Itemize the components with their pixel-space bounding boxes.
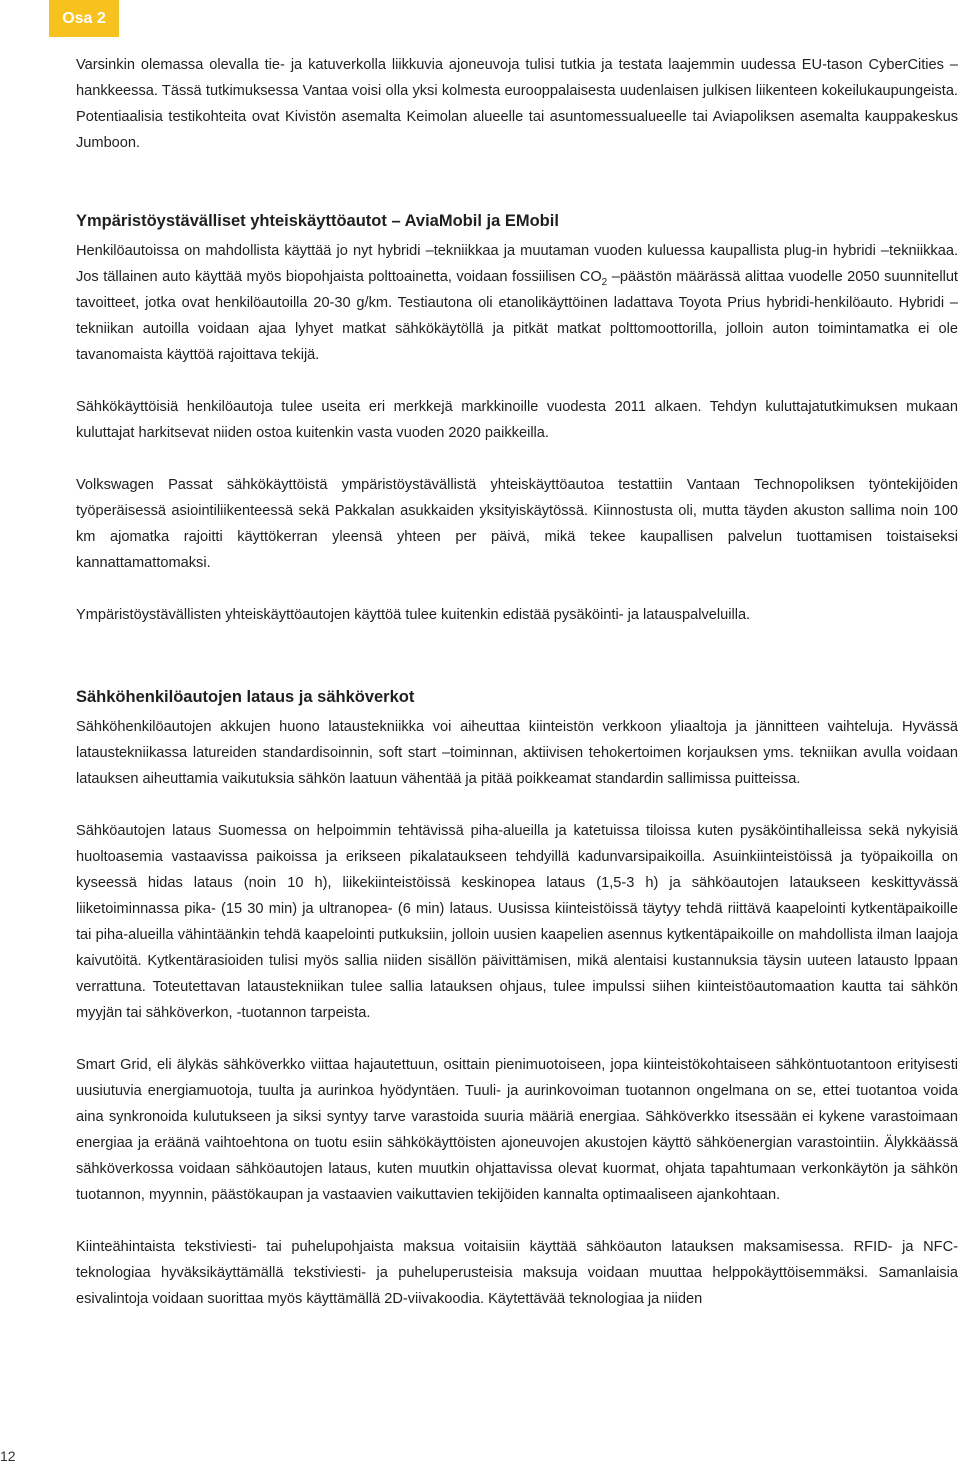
page-number: 12 — [0, 1448, 16, 1464]
section-heading-car-sharing: Ympäristöystävälliset yhteiskäyttöautot – AviaMobil ja EMobil — [76, 212, 559, 230]
intro-paragraph: Varsinkin olemassa olevalla tie- ja katuverkolla liikkuvia ajoneuvoja tulisi tutkia ja testata laajemmin uudessa EU-tason CyberCities –hankkeessa. Tässä tutkimuksessa Vantaa voisi olla yksi kolmesta eurooppalaisesta uudenlaisen julkisen liikenteen kokeilukaupungeista. Potentiaalisia testikohteita ovat Kivistön asemalta Keimolan alueelle tai asuntomessualueelle tai Aviapoliksen asemalta kauppakeskus Jumboon. — [76, 57, 958, 151]
paragraph-hybrid: Henkilöautoissa on mahdollista käyttää jo nyt hybridi –tekniikkaa ja muutaman vuoden kuluessa kaupallista plug-in hybridi –tekniikkaa. Jos tällainen auto käyttää myös biopohjaista polttoainetta, voidaan fossiilisen $CO_2$ –päästön määrässä alittaa vuodelle 2050 suunnitellut tavoitteet, jotka ovat henkilöautoilla 20-30 g/km. Testiautona oli etanolikäyttöinen ladattava Toyota Prius hybridi-henkilöauto. Hybridi –tekniikan autoilla voidaan ajaa lyhyet matkat sähkökäytöllä ja pitkät matkat polttomoottorilla, jolloin auton toimintamatka ei ole tavanomaista käyttöä rajoittava tekijä. — [76, 243, 958, 363]
section-heading-charging: Sähköhenkilöautojen lataus ja sähköverkot — [76, 688, 415, 706]
paragraph-volkswagen: Volkswagen Passat sähkökäyttöistä ympäristöystävällistä yhteiskäyttöautoa testattiin Vantaan Technopoliksen työntekijöiden työperäisessä asiointiliikenteessä sekä Pakkalan asukkaiden yksityiskäytössä. Kiinnostusta oli, mutta täyden akuston sallima noin 100 km ajomatka rajoitti käyttökerran yleensä yhteen per päivä, mikä tekee kaupallisen palvelun tuottamisen toistaiseksi kannattamattomaksi. — [76, 477, 958, 571]
paragraph-payment: Kiinteähintaista tekstiviesti- tai puhelupohjaista maksua voitaisiin käyttää sähköauton latauksen maksamisessa. RFID- ja NFC-teknologiaa hyväksikäyttämällä tekstiviesti- ja puheluperusteisia maksuja voidaan muuttaa helppokäyttöisemmäksi. Samanlaisia esivalintoja voidaan suorittaa myös käyttämällä 2D-viivakoodia. Käytettävää teknologiaa ja niiden — [76, 1239, 958, 1307]
paragraph-electric-cars: Sähkökäyttöisiä henkilöautoja tulee useita eri merkkejä markkinoille vuodesta 2011 alkaen. Tehdyn kuluttajatutkimuksen mukaan kuluttajat harkitsevat niiden ostoa kuitenkin vasta vuoden 2020 paikkeilla. — [76, 399, 958, 441]
co2-subscript: 2 — [601, 276, 608, 288]
section-badge: Osa 2 — [49, 0, 119, 37]
article-body — [76, 52, 958, 1312]
paragraph-charging-tech: Sähköhenkilöautojen akkujen huono lataustekniikka voi aiheuttaa kiinteistön verkkoon yliaaltoja ja jännitteen vaihteluja. Hyvässä lataustekniikassa latureiden standardisoinnin, soft start –toiminnan, aktiivisen tehokertoimen korjauksen yms. tekniikan avulla voidaan latauksen aiheuttamia vaikutuksia sähkön laatuun vähentää ja pitää poikkeamat standardin sallimissa puitteissa. — [76, 719, 958, 787]
paragraph-smart-grid: Smart Grid, eli älykäs sähköverkko viittaa hajautettuun, osittain pienimuotoiseen, jopa kiinteistökohtaiseen sähköntuotantoon erityisesti uusiutuvia energiamuotoja, tuulta ja aurinkoa hyödyntäen. Tuuli- ja aurinkovoiman tuotannon ongelmana on se, ettei tuotantoa voida aina synkronoida kulutukseen ja siksi syntyy tarve varastoida suuria määriä energiaa. Sähköverkko itsessään ei kykene varastoimaan energiaa ja eräänä vaihtoehtona on tuotu esiin sähkökäyttöisten ajoneuvojen akustojen käyttö sähköenergian varastointiin. Älykkäässä sähköverkossa voidaan sähköautojen lataus, kuten muutkin ohjattavissa olevat kuormat, ohjata tapahtumaan verkonkäytön ja sähkön tuotannon, myynnin, päästökaupan ja vastaavien vaikuttavien tekijöiden kannalta optimaaliseen ajankohtaan. — [76, 1057, 958, 1203]
paragraph-charging-finland: Sähköautojen lataus Suomessa on helpoimmin tehtävissä piha-alueilla ja katetuissa tiloissa kuten pysäköintihalleissa sekä nykyisiä huoltoasemia vastaavissa paikoissa ja erikseen pikalataukseen tehdyillä kadunvarsipaikoilla. Asuinkiinteistöissä ja työpaikoilla on kyseessä hidas lataus (noin 10 h), liikekiinteistöissä keskinopea lataus (1,5-3 h) ja sähköautojen lataukseen keskittyvässä liiketoiminnassa pika- (15 30 min) ja ultranopea- (6 min) lataus. Uusissa kiinteistöissä täytyy tehdä riittävä kaapelointi kytkentäpaikoille tai piha-alueilla vähintäänkin tehdä kaapelointi putkuksiin, jolloin uusien kaapelien asennus kytkentäpaikoille on mahdollista ilman laajoja kaivutöitä. Kytkentärasioiden tulisi myös sallia niiden sisällön päivittämisen, mikä alentaisi kustannuksia täysin uuteen latausto lppaan verrattuna. Toteutettavan lataustekniikan tulee sallia latauksen ohjaus, tulee impulssi siihen kiinteistöautomaation kautta tai sähkön myyjän tai sähköverkon, -tuotannon tarpeista. — [76, 823, 958, 1021]
paragraph-parking-charging: Ympäristöystävällisten yhteiskäyttöautojen käyttöä tulee kuitenkin edistää pysäköinti- ja latauspalveluilla. — [76, 607, 751, 623]
